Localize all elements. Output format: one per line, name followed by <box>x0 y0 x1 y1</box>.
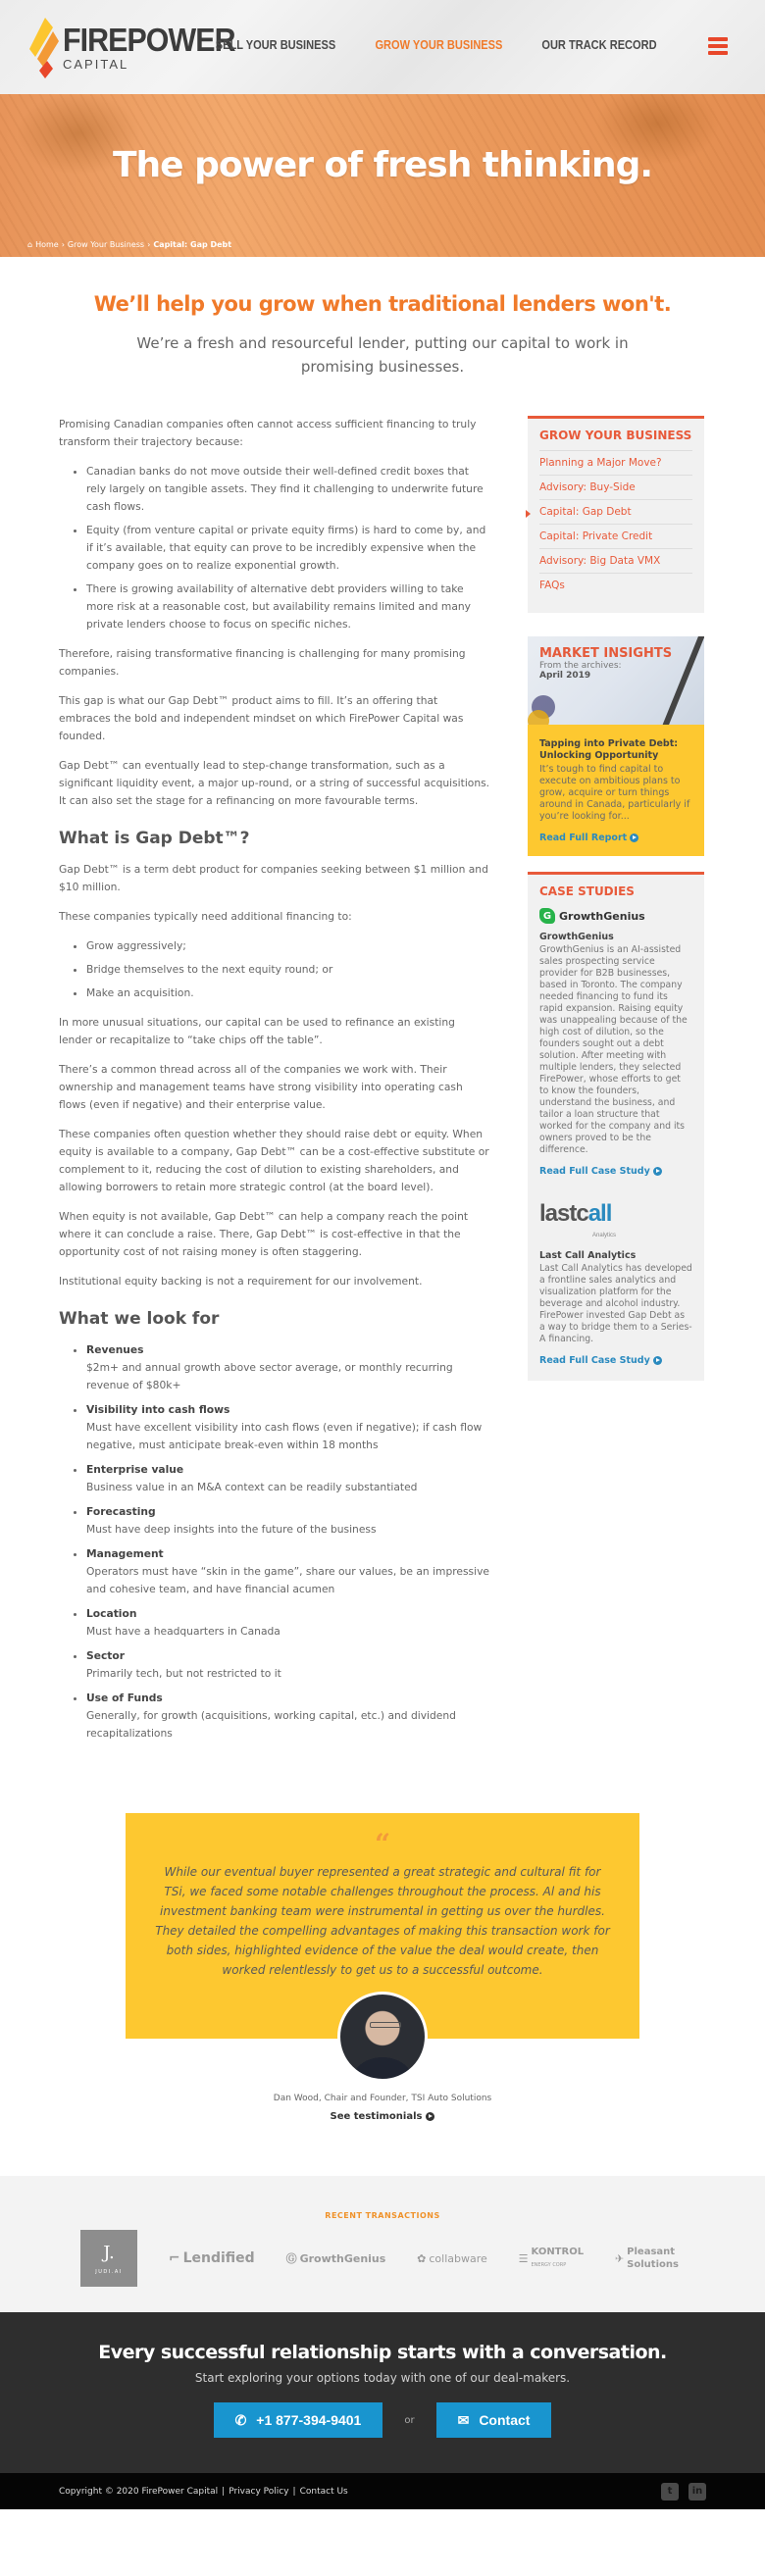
contact-button[interactable]: ✉ Contact <box>436 2402 552 2438</box>
paragraph: Institutional equity backing is not a requirement for our involvement. <box>59 1275 423 1288</box>
market-insights-sub: From the archives: <box>539 661 622 671</box>
sidebar-item-buy-side[interactable]: Advisory: Buy-Side <box>539 476 692 500</box>
criteria-title: • Forecasting <box>86 1505 156 1518</box>
pleasant-solutions-logo[interactable]: ✈ Pleasant Solutions <box>614 2246 679 2270</box>
section-heading-what-we-look-for: What we look for <box>59 1309 220 1329</box>
list-item: • Bridge themselves to the next equity round; or <box>86 961 490 979</box>
paragraph: These companies often question whether they should raise debt or equity. When equity is available to a company, Gap Debt™ can be a cost-effective substitute or complement to it, reducing the cost of dilution to existing shareholders, and allowing borrowers to retain more strategic control (at the board level). <box>59 1128 489 1193</box>
criteria-desc: Business value in an M&A context can be readily substantiated <box>86 1481 418 1493</box>
case-study-lastcall <box>539 1200 692 1367</box>
site-footer <box>0 2473 765 2509</box>
kontrol-mark-icon: ☰ <box>518 2251 529 2265</box>
hero-banner <box>0 94 765 257</box>
sidebar <box>528 416 704 1754</box>
intro-subhead: We’re a fresh and resourceful lender, putting our capital to work in promising businesses. <box>136 334 629 376</box>
cta-subtitle: Start exploring your options today with one of our deal-makers. <box>194 2371 571 2385</box>
hero-title: The power of fresh thinking. <box>112 145 653 185</box>
paragraph: Therefore, raising transformative financing is challenging for many promising companies. <box>59 647 466 678</box>
home-icon: ⌂ <box>27 240 33 249</box>
criteria-desc: Must have excellent visibility into cash flows (even if negative); if cash flow negative, must anticipate break-even within 18 months <box>86 1421 483 1451</box>
judi-ai-logo[interactable]: J. JUDI.AI <box>80 2230 137 2287</box>
flame-logo-icon <box>26 18 59 78</box>
list-item: • Make an acquisition. <box>86 985 490 1002</box>
criteria-title: • Location <box>86 1607 137 1620</box>
privacy-policy-link[interactable]: Privacy Policy <box>229 2486 289 2497</box>
nav-sell-your-business[interactable]: SELL YOUR BUSINESS <box>215 37 336 52</box>
hummingbird-icon: ✈ <box>614 2251 625 2265</box>
cta-section <box>0 2312 765 2473</box>
market-insights-title: MARKET INSIGHTS <box>539 646 673 661</box>
sidebar-item-private-credit[interactable]: Capital: Private Credit <box>539 525 692 549</box>
phone-icon: ✆ <box>234 2411 247 2428</box>
kontrol-logo[interactable]: ☰ KONTROL ENERGY CORP <box>518 2246 585 2268</box>
breadcrumb-separator: › <box>147 240 151 249</box>
paragraph: These companies typically need additional financing to: <box>59 910 352 923</box>
criteria-title: • Visibility into cash flows <box>86 1403 230 1416</box>
arrow-circle-right-icon <box>630 833 638 842</box>
market-insights-image <box>528 636 704 725</box>
lendified-logo[interactable]: ⌐ Lendified <box>168 2250 255 2266</box>
breadcrumb-separator: › <box>61 240 65 249</box>
report-headline: Tapping into Private Debt: Unlocking Opportunity <box>539 738 679 761</box>
criteria-title: • Revenues <box>86 1343 144 1356</box>
collabware-mark-icon: ✿ <box>417 2251 427 2265</box>
arrow-circle-right-icon <box>426 2112 434 2121</box>
criteria-title: • Management <box>86 1547 164 1560</box>
main-section <box>0 416 765 1754</box>
cta-title: Every successful relationship starts with a conversation. <box>98 2342 667 2363</box>
case-study-growthgenius <box>539 908 692 1178</box>
growthgenius-transaction-logo[interactable]: Ⓖ GrowthGenius <box>285 2251 386 2265</box>
testimonial-text: While our eventual buyer represented a great strategic and cultural fit for TSi, we faced some notable challenges throughout the process. Al and his investment banking team were instrumental in getting us over the hurdles. They detailed the compelling advantages of making this transaction work for both sides, highlighted evidence of the value the deal would create, then worked relentlessly to get us to a successful outcome. <box>155 1865 610 1977</box>
case-study-desc: Last Call Analytics has developed a frontline sales analytics and visualization platform for the beverage and alcohol industry. FirePower invested Gap Debt as a way to bridge them to a Series-A financing. <box>539 1263 692 1344</box>
growthgenius-g-icon: Ⓖ <box>285 2252 297 2265</box>
criteria-item <box>86 1461 490 1496</box>
footer-separator: | <box>222 2486 226 2497</box>
case-study-name: Last Call Analytics <box>539 1250 637 1261</box>
paragraph: Promising Canadian companies often cannot access sufficient financing to truly transform their trajectory because: <box>59 418 477 448</box>
main-nav <box>205 37 667 52</box>
list-item: • Equity (from venture capital or private equity firms) is hard to come by, and if it’s available, that equity can prove to be incredibly expensive when the company goes on to realize exponential growth. <box>86 522 490 575</box>
list-item: • Canadian banks do not move outside their well-defined credit boxes that rely largely on tangible assets. They find it challenging to underwrite future cash flows. <box>86 463 490 516</box>
nav-grow-your-business[interactable]: GROW YOUR BUSINESS <box>375 37 503 52</box>
criteria-title: • Enterprise value <box>86 1463 184 1476</box>
hamburger-icon[interactable] <box>708 37 728 55</box>
logo-name: FIREPOWER <box>63 22 235 58</box>
sidebar-item-gap-debt[interactable]: Capital: Gap Debt <box>539 500 692 525</box>
sidebar-nav <box>528 416 704 613</box>
criteria-item <box>86 1545 490 1598</box>
intro-headline: We’ll help you grow when traditional lenders won't. <box>93 292 672 316</box>
twitter-icon[interactable]: t <box>661 2483 679 2500</box>
criteria-desc: Generally, for growth (acquisitions, working capital, etc.) and dividend recapitalizations <box>86 1709 456 1740</box>
linkedin-icon[interactable]: in <box>688 2483 706 2500</box>
testimonial-author: Dan Wood, Chair and Founder, TSI Auto Solutions <box>273 2094 492 2103</box>
sidebar-item-planning[interactable]: Planning a Major Move? <box>539 451 692 476</box>
read-full-case-study-link[interactable]: Read Full Case Study <box>539 1355 662 1366</box>
contact-us-link[interactable]: Contact Us <box>299 2486 348 2497</box>
criteria-title: • Use of Funds <box>86 1692 163 1704</box>
growthgenius-logo: G GrowthGenius <box>539 908 692 924</box>
or-label: or <box>404 2414 415 2426</box>
paragraph: In more unusual situations, our capital can be used to refinance an existing lender or recapitalize to “take chips off the table”. <box>59 1016 455 1046</box>
copyright: Copyright © 2020 FirePower Capital <box>59 2486 219 2497</box>
needs-list <box>86 937 490 1002</box>
envelope-icon: ✉ <box>457 2411 470 2428</box>
criteria-item <box>86 1503 490 1539</box>
reasons-list <box>86 463 490 633</box>
criteria-desc: Primarily tech, but not restricted to it <box>86 1667 281 1680</box>
list-item: • Grow aggressively; <box>86 937 490 955</box>
lendified-mark-icon: ⌐ <box>168 2250 180 2266</box>
case-studies <box>528 872 704 1381</box>
case-studies-title: CASE STUDIES <box>539 884 635 898</box>
criteria-desc: Must have deep insights into the future of the business <box>86 1523 377 1536</box>
criteria-item <box>86 1341 490 1394</box>
phone-button[interactable]: ✆ +1 877-394-9401 <box>214 2402 383 2438</box>
lastcall-logo: lastcall Analytics <box>539 1200 617 1238</box>
criteria-item <box>86 1647 490 1683</box>
paragraph: Gap Debt™ is a term debt product for companies seeking between $1 million and $10 million. <box>59 863 488 893</box>
logo-sub: CAPITAL <box>63 57 129 72</box>
report-excerpt: It’s tough to find capital to execute on ambitious plans to grow, acquire or turn things around in Canada, particularly if you’re looking for... <box>539 764 690 822</box>
arrow-circle-right-icon <box>653 1356 662 1365</box>
criteria-desc: $2m+ and annual growth above sector average, or monthly recurring revenue of $80k+ <box>86 1361 453 1391</box>
criteria-desc: Operators must have “skin in the game”, share our values, be an impressive and cohesive team, and have financial acumen <box>86 1565 489 1595</box>
quote-icon: “ <box>374 1828 391 1860</box>
transaction-logos <box>80 2230 679 2287</box>
sidebar-item-faqs[interactable]: FAQs <box>539 580 565 591</box>
intro-section <box>0 257 765 379</box>
read-full-case-study-link[interactable]: Read Full Case Study <box>539 1166 662 1177</box>
arrow-circle-right-icon <box>653 1167 662 1176</box>
criteria-item <box>86 1690 490 1743</box>
breadcrumb-current: Capital: Gap Debt <box>153 240 232 249</box>
see-testimonials-link[interactable]: See testimonials <box>331 2111 435 2122</box>
case-study-name: GrowthGenius <box>539 932 614 942</box>
paragraph: There’s a common thread across all of the companies we work with. Their ownership and management teams have strong visibility into operating cash flows (even if negative) and their enterprise value. <box>59 1063 463 1111</box>
testimonial-avatar <box>337 1992 428 2082</box>
sidebar-item-big-data-vmx[interactable]: Advisory: Big Data VMX <box>539 549 692 574</box>
list-item: • There is growing availability of alternative debt providers willing to take more risk at a reasonable cost, but availability remains limited and many private lenders choose to focus on specific niches. <box>86 581 490 633</box>
recent-transactions <box>0 2176 765 2312</box>
breadcrumb <box>27 240 231 249</box>
article-content <box>59 416 490 1754</box>
paragraph: This gap is what our Gap Debt™ product aims to fill. It’s an offering that embraces the bold and independent mindset on which FirePower Capital was founded. <box>59 694 464 742</box>
case-study-desc: GrowthGenius is an AI-assisted sales prospecting service provider for B2B businesses, based in Toronto. The company needed financing to fund its rapid expansion. Raising equity was unappealing because of the high cost of dilution, so the founders sought out a debt solution. After meeting with multiple lenders, they selected FirePower, whose efforts to get to know the founders, understand the business, and tailor a loan structure that worked for the company and its owners proved to be the difference. <box>539 944 688 1155</box>
nav-our-track-record[interactable]: OUR TRACK RECORD <box>541 37 657 52</box>
criteria-item <box>86 1605 490 1641</box>
criteria-title: • Sector <box>86 1649 126 1662</box>
market-insights-card[interactable] <box>528 636 704 856</box>
collabware-logo[interactable]: ✿ collabware <box>417 2251 487 2265</box>
paragraph: Gap Debt™ can eventually lead to step-change transformation, such as a significant liquidity event, a major up-round, or a string of successful acquisitions. It can also set the stage for a refinancing on more favourable terms. <box>59 759 490 807</box>
recent-transactions-title: RECENT TRANSACTIONS <box>325 2211 440 2220</box>
read-full-report-link[interactable]: Read Full Report <box>539 833 638 843</box>
testimonial-section <box>0 1813 765 2123</box>
market-insights-date: April 2019 <box>539 671 591 681</box>
market-insights-body <box>528 725 704 856</box>
criteria-list <box>86 1341 490 1743</box>
paragraph: When equity is not available, Gap Debt™ can help a company reach the point where it can conclude a raise. There, Gap Debt™ is cost-effective in that the opportunity cost of not raising money is often staggering. <box>59 1210 469 1258</box>
criteria-desc: Must have a headquarters in Canada <box>86 1625 280 1638</box>
sidebar-nav-title: GROW YOUR BUSINESS <box>539 429 692 451</box>
growthgenius-g-icon: G <box>539 908 555 924</box>
section-heading-what-is-gap-debt: What is Gap Debt™? <box>59 829 250 848</box>
breadcrumb-home[interactable]: Home <box>35 240 59 249</box>
breadcrumb-parent[interactable]: Grow Your Business <box>67 240 145 249</box>
site-header <box>0 0 765 94</box>
footer-separator: | <box>292 2486 296 2497</box>
criteria-item <box>86 1401 490 1454</box>
